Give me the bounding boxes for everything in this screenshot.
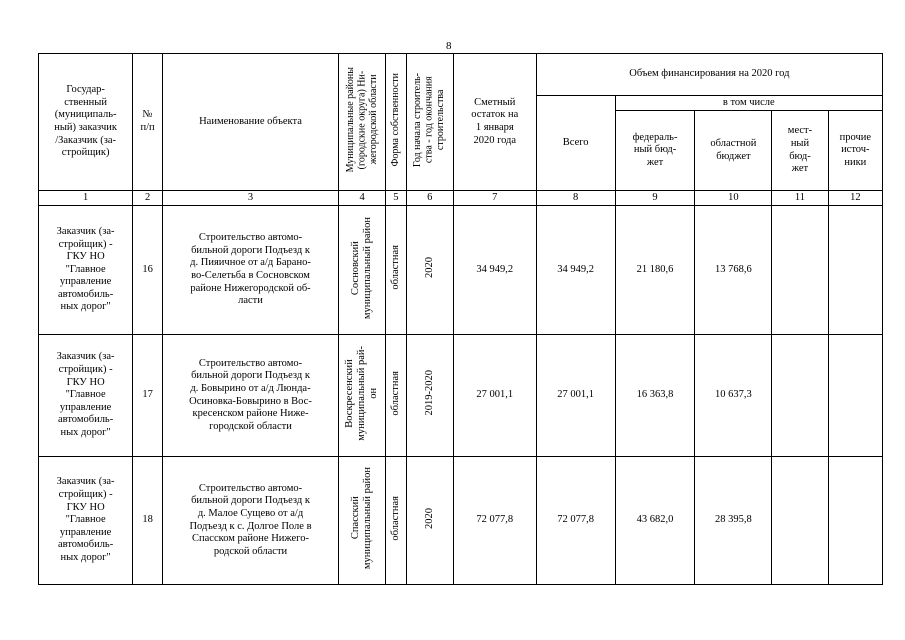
table-row [39, 335, 883, 457]
financing-table [38, 53, 883, 585]
table-row [39, 457, 883, 585]
header-district: Муниципальные районы (городские округа) Ни- жегородской области [339, 54, 386, 191]
row-district: Сосновский муниципальный район [339, 206, 386, 335]
header-local: мест- ный бюд- жет [772, 111, 828, 191]
row-ownership: областная [386, 335, 406, 457]
table-row [39, 206, 883, 335]
row-ownership: областная [386, 206, 406, 335]
colnum-12: 12 [828, 191, 882, 206]
row-other [828, 457, 882, 585]
colnum-11: 11 [772, 191, 828, 206]
row-object-name: Строительство автомо- бильной дороги Подъезд к д. Бовырино от а/д Люнда- Осиновка-Бовырино в Вос- кресенском районе Ниже- городской области [162, 335, 338, 457]
row-ownership: областная [386, 457, 406, 585]
row-local [772, 457, 828, 585]
header-object-name: Наименование объекта [162, 54, 338, 191]
header-num: № п/п [133, 54, 163, 191]
colnum-8: 8 [536, 191, 615, 206]
header-federal: федераль- ный бюд- жет [615, 111, 695, 191]
header-years: Год начала строитель- ства - год окончания строительства [406, 54, 453, 191]
row-regional: 10 637,3 [695, 335, 772, 457]
row-customer: Заказчик (за- стройщик) - ГКУ НО "Главное управление автомобиль- ных дорог" [39, 335, 133, 457]
header-row-1 [39, 54, 883, 96]
row-years: 2019-2020 [406, 335, 453, 457]
row-district: Спасский муниципальный район [339, 457, 386, 585]
row-num: 16 [133, 206, 163, 335]
row-total: 27 001,1 [536, 335, 615, 457]
row-federal: 43 682,0 [615, 457, 695, 585]
row-district: Воскресенский муниципальный рай- он [339, 335, 386, 457]
row-total: 72 077,8 [536, 457, 615, 585]
row-num: 17 [133, 335, 163, 457]
colnum-7: 7 [453, 191, 536, 206]
header-including: в том числе [615, 96, 882, 111]
row-balance: 27 001,1 [453, 335, 536, 457]
row-balance: 72 077,8 [453, 457, 536, 585]
row-federal: 21 180,6 [615, 206, 695, 335]
row-balance: 34 949,2 [453, 206, 536, 335]
row-years: 2020 [406, 457, 453, 585]
row-local [772, 335, 828, 457]
colnum-6: 6 [406, 191, 453, 206]
row-federal: 16 363,8 [615, 335, 695, 457]
colnum-4: 4 [339, 191, 386, 206]
header-balance: Сметный остаток на 1 января 2020 года [453, 54, 536, 191]
row-other [828, 335, 882, 457]
header-total: Всего [536, 96, 615, 191]
row-total: 34 949,2 [536, 206, 615, 335]
header-financing: Объем финансирования на 2020 год [536, 54, 882, 96]
row-num: 18 [133, 457, 163, 585]
row-regional: 28 395,8 [695, 457, 772, 585]
header-regional: областной бюджет [695, 111, 772, 191]
colnum-3: 3 [162, 191, 338, 206]
row-object-name: Строительство автомо- бильной дороги Подъезд к д. Малое Сущево от а/д Подъезд к с. Долгое Поле в Спасском районе Нижего- родской области [162, 457, 338, 585]
row-customer: Заказчик (за- стройщик) - ГКУ НО "Главное управление автомобиль- ных дорог" [39, 206, 133, 335]
colnum-5: 5 [386, 191, 406, 206]
row-years: 2020 [406, 206, 453, 335]
header-other: прочие источ- ники [828, 111, 882, 191]
colnum-2: 2 [133, 191, 163, 206]
row-object-name: Строительство автомо- бильной дороги Подъезд к д. Пияичное от а/д Барано- во-Селетьба в Сосновском районе Нижегородской об- ласти [162, 206, 338, 335]
row-local [772, 206, 828, 335]
colnum-1: 1 [39, 191, 133, 206]
page-number: 8 [446, 40, 452, 52]
row-regional: 13 768,6 [695, 206, 772, 335]
header-customer: Государ- ственный (муниципаль- ный) заказчик /Заказчик (за- стройщик) [39, 54, 133, 191]
colnum-9: 9 [615, 191, 695, 206]
row-other [828, 206, 882, 335]
row-customer: Заказчик (за- стройщик) - ГКУ НО "Главное управление автомобиль- ных дорог" [39, 457, 133, 585]
column-numbers-row [39, 191, 883, 206]
colnum-10: 10 [695, 191, 772, 206]
header-ownership: Форма собственности [386, 54, 406, 191]
